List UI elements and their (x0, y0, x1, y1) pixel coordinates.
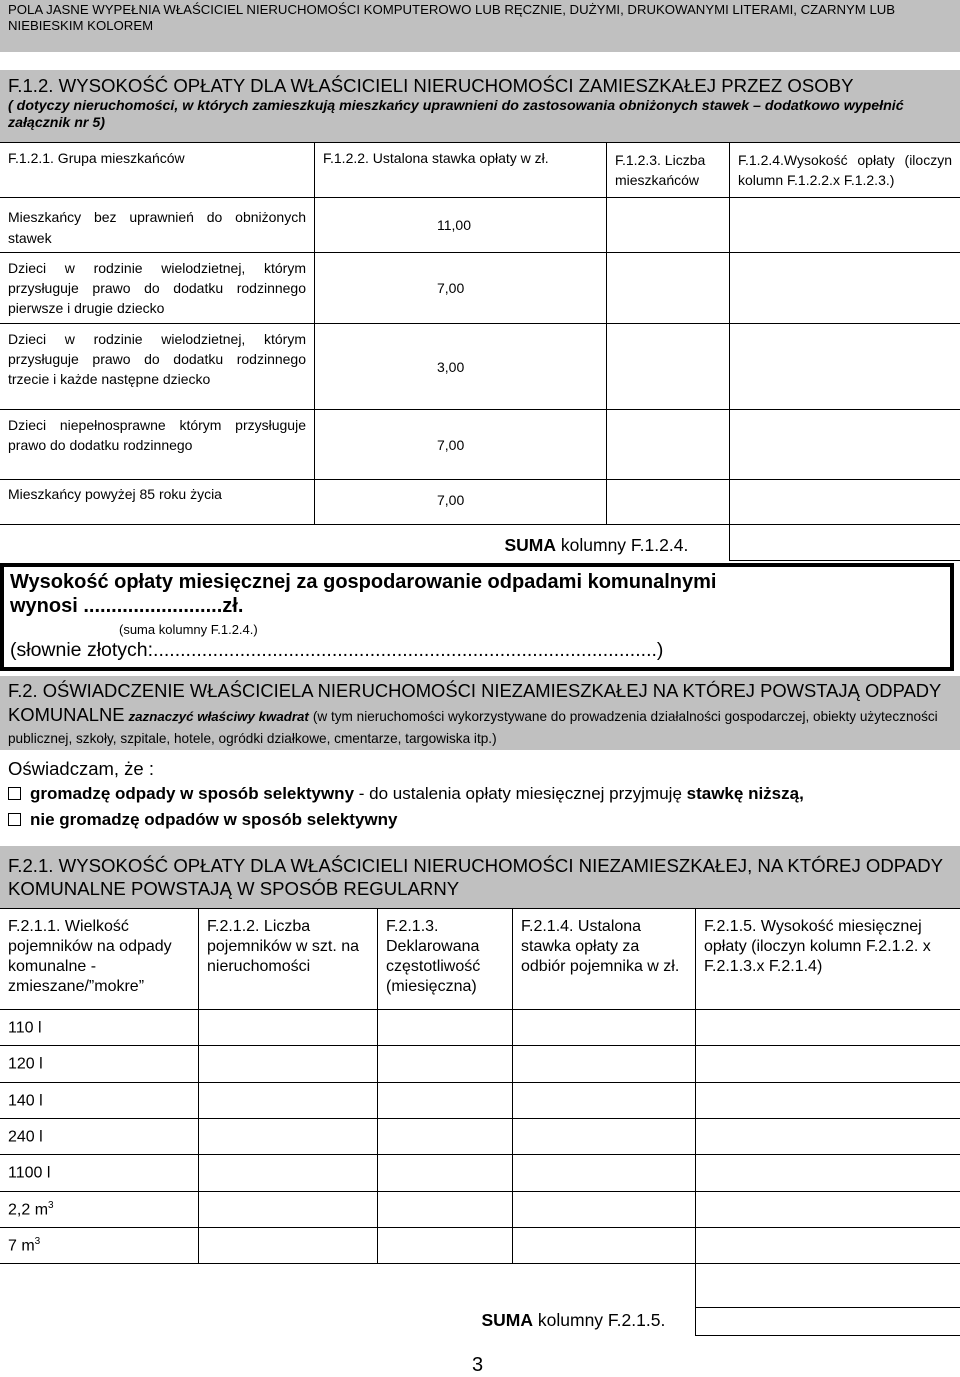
container-count-input[interactable] (199, 1227, 378, 1263)
f12-amount-input[interactable] (730, 410, 960, 480)
rate-input[interactable] (513, 1082, 696, 1118)
f12-sum-row (0, 525, 960, 561)
f12-col1-header: F.1.2.1. Grupa mieszkańców (0, 143, 315, 198)
f21-header-row (0, 909, 960, 1010)
section-f12-note: ( dotyczy nieruchomości, w których zamieszkują mieszkańcy uprawnieni do zastosowania obniżonych stawek – dodatkowo wypełnić załącznik nr 5) (8, 98, 952, 132)
f12-group-cell: Mieszkańcy bez uprawnień do obniżonych stawek (0, 198, 315, 253)
f12-row (0, 198, 960, 253)
header-instruction: POLA JASNE WYPEŁNIA WŁAŚCICIEL NIERUCHOMOŚCI KOMPUTEROWO LUB RĘCZNIE, DUŻYMI, DRUKOWANYMI LITERAMI, CZARNYM LUB NIEBIESKIM KOLOREM (8, 2, 953, 34)
rate-input[interactable] (513, 1227, 696, 1263)
amount-input[interactable] (696, 1118, 960, 1154)
f12-group-cell: Mieszkańcy powyżej 85 roku życia (0, 480, 315, 525)
frequency-input[interactable] (378, 1082, 513, 1118)
f21-col5-header: F.2.1.5. Wysokość miesięcznej opłaty (iloczyn kolumn F.2.1.2. x F.2.1.3.x F.2.1.4) (696, 909, 960, 1010)
declaration (8, 758, 952, 836)
f12-col2-header: F.1.2.2. Ustalona stawka opłaty w zł. (315, 143, 607, 198)
f21-row (0, 1046, 960, 1082)
frequency-input[interactable] (378, 1118, 513, 1154)
option-non-selective[interactable]: nie gromadzę odpadów w sposób selektywny (8, 810, 952, 836)
section-f2-header (0, 676, 960, 750)
f21-row (0, 1155, 960, 1191)
section-f2-instruction: zaznaczyć właściwy kwadrat (129, 709, 309, 724)
amount-input[interactable] (696, 1155, 960, 1191)
container-size-cell: 140 l (0, 1082, 199, 1118)
frequency-input[interactable] (378, 1227, 513, 1263)
monthly-fee-line2: wynosi .........................zł. (10, 595, 243, 618)
checkbox-non-selective[interactable] (8, 813, 21, 826)
f12-rate-cell: 3,00 (315, 324, 607, 410)
f12-residents-input[interactable] (607, 410, 730, 480)
f12-residents-input[interactable] (607, 198, 730, 253)
f21-sum-row (0, 1308, 960, 1336)
f21-row (0, 1082, 960, 1118)
f21-col1-header: F.2.1.1. Wielkość pojemników na odpady komunalne - zmieszane/”mokre” (0, 909, 199, 1010)
amount-input[interactable] (696, 1191, 960, 1227)
section-f21-title: F.2.1. WYSOKOŚĆ OPŁATY DLA WŁAŚCICIELI NIERUCHOMOŚCI NIEZAMIESZKAŁEJ, NA KTÓREJ ODPADY KOMUNALNE POWSTAJĄ W SPOSÓB REGULARNY (8, 854, 952, 900)
f21-row (0, 1118, 960, 1154)
container-size-cell: 110 l (0, 1010, 199, 1046)
f21-sum-input[interactable] (696, 1308, 960, 1336)
f21-spacer-input[interactable] (696, 1264, 960, 1308)
amount-input[interactable] (696, 1010, 960, 1046)
option-selective[interactable]: gromadzę odpady w sposób selektywny - do ustalenia opłaty miesięcznej przyjmuję stawkę niższą, (8, 784, 952, 810)
monthly-fee-box (0, 563, 954, 671)
f12-amount-input[interactable] (730, 198, 960, 253)
container-count-input[interactable] (199, 1118, 378, 1154)
f12-group-cell: Dzieci w rodzinie wielodzietnej, którym przysługuje prawo do dodatku rodzinnego trzecie i każde następne dziecko (0, 324, 315, 410)
f12-sum-label: SUMA kolumny F.1.2.4. (315, 525, 730, 561)
monthly-fee-line3: (suma kolumny F.1.2.4.) (119, 622, 258, 637)
f12-row (0, 253, 960, 324)
f12-sum-input[interactable] (730, 525, 960, 561)
amount-input[interactable] (696, 1082, 960, 1118)
f12-rate-cell: 7,00 (315, 480, 607, 525)
container-count-input[interactable] (199, 1155, 378, 1191)
f12-amount-input[interactable] (730, 253, 960, 324)
f12-table (0, 142, 960, 561)
container-size-cell: 2,2 $m^3$ (0, 1191, 199, 1227)
f21-col3-header: F.2.1.3. Deklarowana częstotliwość (miesięczna) (378, 909, 513, 1010)
f12-rate-cell: 11,00 (315, 198, 607, 253)
container-count-input[interactable] (199, 1082, 378, 1118)
f12-col3-header: F.1.2.3. Liczba mieszkańców (607, 143, 730, 198)
f12-header-row (0, 143, 960, 198)
f21-sum-label: SUMA kolumny F.2.1.5. (378, 1308, 696, 1336)
frequency-input[interactable] (378, 1046, 513, 1082)
declaration-label: Oświadczam, że : (8, 758, 952, 784)
container-count-input[interactable] (199, 1046, 378, 1082)
monthly-fee-line4: (słownie złotych:.............................................................................................) (10, 639, 663, 662)
rate-input[interactable] (513, 1010, 696, 1046)
f21-col4-header: F.2.1.4. Ustalona stawka opłaty za odbiór pojemnika w zł. (513, 909, 696, 1010)
f12-group-cell: Dzieci niepełnosprawne którym przysługuje prawo do dodatku rodzinnego (0, 410, 315, 480)
container-count-input[interactable] (199, 1191, 378, 1227)
container-size-cell: 1100 l (0, 1155, 199, 1191)
f21-table (0, 908, 960, 1336)
checkbox-selective[interactable] (8, 787, 21, 800)
f12-residents-input[interactable] (607, 480, 730, 525)
rate-input[interactable] (513, 1155, 696, 1191)
f12-residents-input[interactable] (607, 324, 730, 410)
frequency-input[interactable] (378, 1010, 513, 1046)
f12-row (0, 410, 960, 480)
section-f2-title: F.2. OŚWIADCZENIE WŁAŚCICIELA NIERUCHOMOŚCI NIEZAMIESZKAŁEJ NA KTÓREJ POWSTAJĄ ODPADY KOMUNALNE zaznaczyć właściwy kwadrat (w tym nieruchomości wykorzystywane do prowadzenia działalności gospodarczej, obiekty użyteczności publicznej, szkoły, szpitale, hotele, ogródki działkowe, cmentarze, targowiska itp.) (8, 680, 952, 750)
container-size-cell: 240 l (0, 1118, 199, 1154)
container-size-cell: 120 l (0, 1046, 199, 1082)
section-f12-title: F.1.2. WYSOKOŚĆ OPŁATY DLA WŁAŚCICIELI NIERUCHOMOŚCI ZAMIESZKAŁEJ PRZEZ OSOBY (8, 75, 854, 97)
container-size-cell: 7 $m^3$ (0, 1227, 199, 1263)
amount-input[interactable] (696, 1046, 960, 1082)
header-bar (0, 0, 960, 52)
f21-spacer-row (0, 1264, 960, 1308)
rate-input[interactable] (513, 1046, 696, 1082)
frequency-input[interactable] (378, 1191, 513, 1227)
f21-col2-header: F.2.1.2. Liczba pojemników w szt. na nieruchomości (199, 909, 378, 1010)
amount-input[interactable] (696, 1227, 960, 1263)
monthly-fee-line1: Wysokość opłaty miesięcznej za gospodarowanie odpadami komunalnymi (10, 571, 716, 594)
section-f2-scope: (w tym nieruchomości wykorzystywane do prowadzenia działalności gospodarczej, obiekty użyteczności publicznej, szkoły, szpitale, hotele, ogródki działkowe, cmentarze, targowiska itp.) (8, 709, 938, 746)
f12-rate-cell: 7,00 (315, 253, 607, 324)
section-f21-header (0, 846, 960, 908)
rate-input[interactable] (513, 1191, 696, 1227)
frequency-input[interactable] (378, 1155, 513, 1191)
section-f12-header (0, 70, 960, 142)
page-number: 3 (472, 1354, 483, 1377)
f21-row (0, 1010, 960, 1046)
rate-input[interactable] (513, 1118, 696, 1154)
f12-amount-input[interactable] (730, 480, 960, 525)
container-count-input[interactable] (199, 1010, 378, 1046)
f12-residents-input[interactable] (607, 253, 730, 324)
f21-row (0, 1227, 960, 1263)
f12-col4-header: F.1.2.4.Wysokość opłaty (iloczyn kolumn F.1.2.2.x F.1.2.3.) (730, 143, 960, 198)
f21-row (0, 1191, 960, 1227)
f12-row (0, 480, 960, 525)
f12-amount-input[interactable] (730, 324, 960, 410)
f12-rate-cell: 7,00 (315, 410, 607, 480)
f12-group-cell: Dzieci w rodzinie wielodzietnej, którym przysługuje prawo do dodatku rodzinnego pierwsze i drugie dziecko (0, 253, 315, 324)
f12-row (0, 324, 960, 410)
